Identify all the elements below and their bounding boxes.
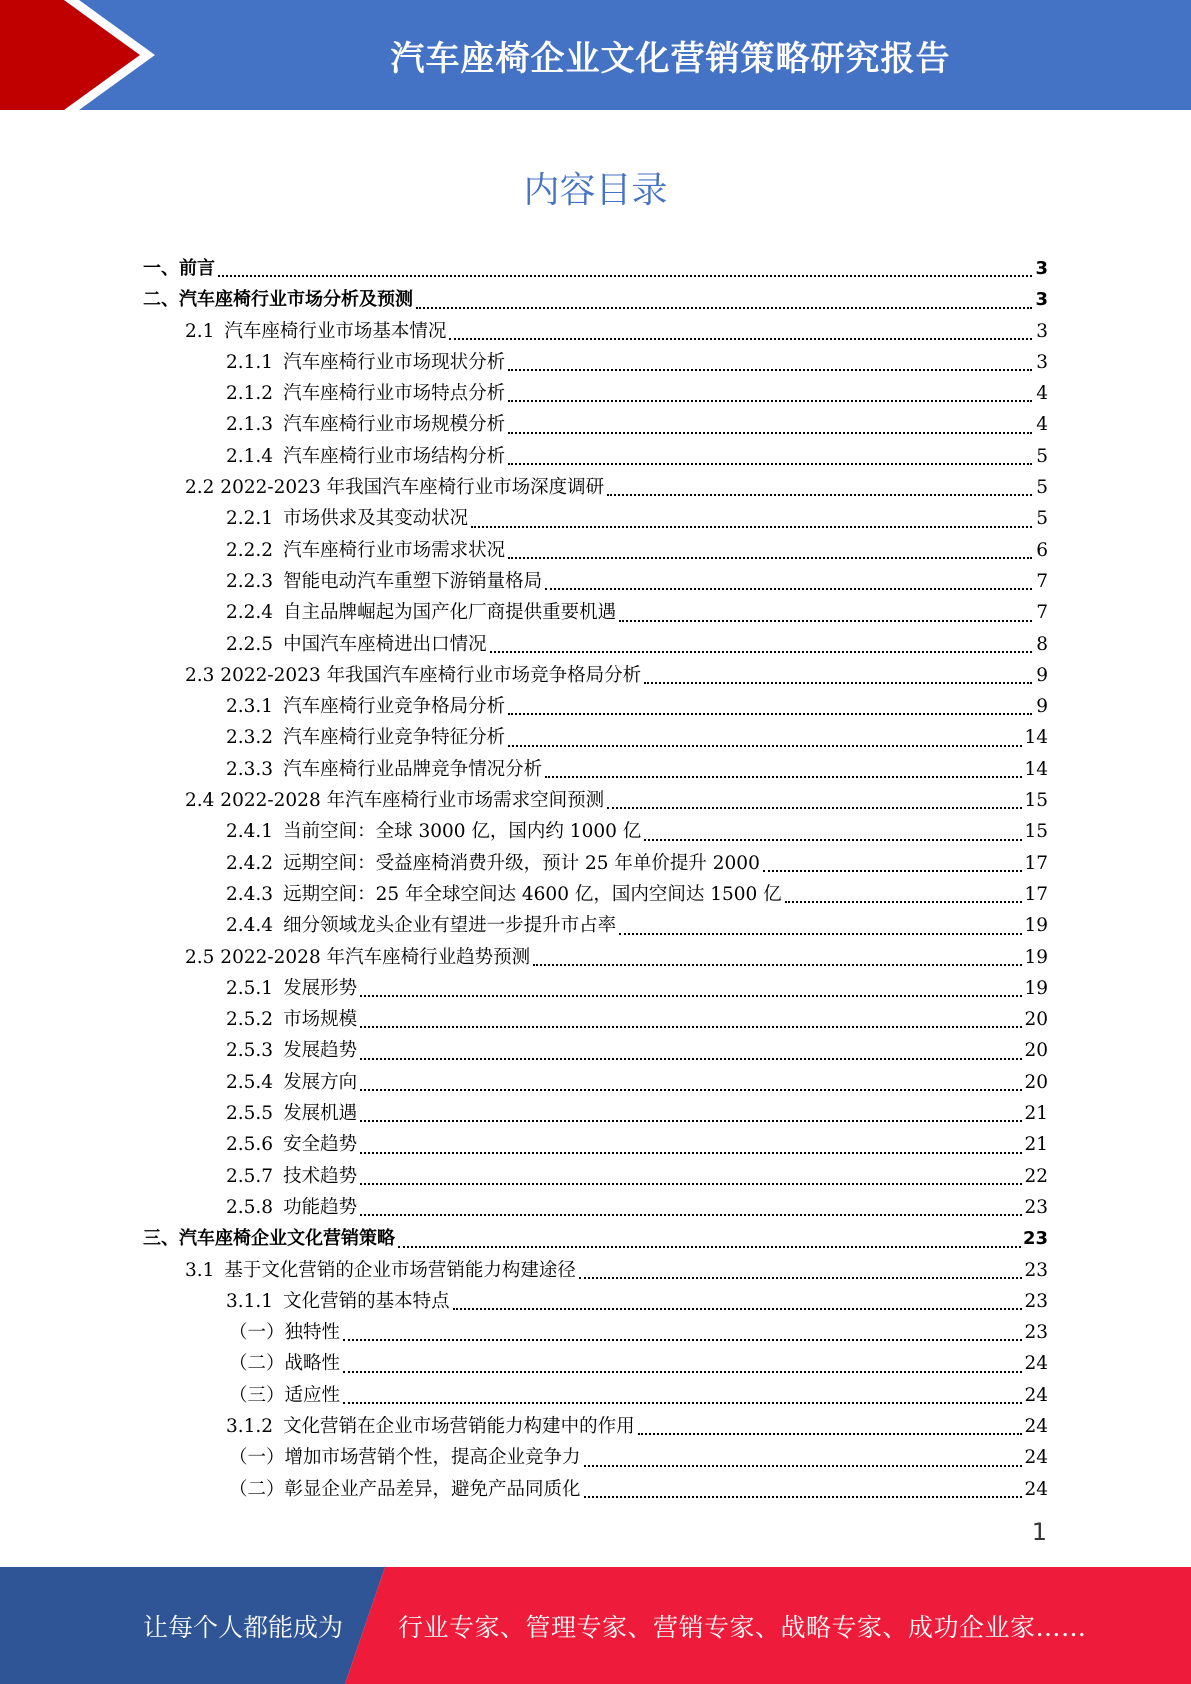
toc-entry-text: 细分领域龙头企业有望进一步提升市占率	[283, 915, 617, 937]
toc-dot-leader	[360, 1088, 1022, 1091]
toc-entry-number: 2.3.3	[226, 758, 274, 780]
toc-entry[interactable]	[143, 785, 1048, 816]
toc-dot-leader	[545, 587, 1032, 590]
toc-dot-leader	[619, 619, 1032, 622]
toc-entry-text: 文化营销在企业市场营销能力构建中的作用	[283, 1415, 635, 1437]
toc-entry-page: 7	[1036, 602, 1048, 624]
toc-entry-page: 9	[1036, 696, 1048, 718]
toc-entry-text: 中国汽车座椅进出口情况	[283, 633, 487, 655]
toc-entry-text: 2.5 2022-2028 年汽车座椅行业趋势预测	[185, 946, 531, 968]
toc-dot-leader	[508, 712, 1032, 715]
toc-entry-number: 2.3.2	[226, 727, 274, 749]
toc-entry-number: 3.1.1	[226, 1290, 274, 1312]
toc-dot-leader	[218, 274, 1032, 277]
toc-entry[interactable]	[143, 1067, 1048, 1098]
toc-entry[interactable]	[143, 1317, 1048, 1348]
toc-entry-page: 19	[1024, 977, 1048, 999]
toc-entry-text: 汽车座椅行业品牌竞争情况分析	[283, 758, 543, 780]
toc-entry-number: 2.4.4	[226, 915, 274, 937]
toc-entry-text: 三、汽车座椅企业文化营销策略	[143, 1228, 395, 1250]
toc-dot-leader	[490, 650, 1032, 653]
toc-dot-leader	[584, 1464, 1023, 1467]
toc-dot-leader	[508, 744, 1022, 747]
toc-entry-text: 远期空间：25 年全球空间达 4600 亿，国内空间达 1500 亿	[283, 883, 782, 905]
toc-entry[interactable]	[143, 1380, 1048, 1411]
toc-entry-page: 9	[1036, 664, 1048, 686]
toc-entry-page: 14	[1024, 727, 1048, 749]
toc-entry-number: 3.1	[185, 1259, 215, 1281]
toc-dot-leader	[343, 1370, 1022, 1373]
toc-entry[interactable]	[143, 1223, 1048, 1254]
toc-entry-number: 2.1.1	[226, 351, 274, 373]
toc-entry-page: 4	[1036, 383, 1048, 405]
toc-entry-text: 功能趋势	[283, 1196, 358, 1218]
toc-entry[interactable]	[143, 910, 1048, 941]
toc-entry-text: 安全趋势	[283, 1134, 358, 1156]
toc-entry[interactable]	[143, 1129, 1048, 1160]
toc-entry[interactable]	[143, 253, 1048, 284]
toc-entry[interactable]	[143, 1004, 1048, 1035]
toc-entry[interactable]	[143, 1348, 1048, 1379]
toc-dot-leader	[579, 1276, 1023, 1279]
toc-entry-text: 自主品牌崛起为国产化厂商提供重要机遇	[283, 602, 617, 624]
toc-dot-leader	[508, 462, 1032, 465]
toc-entry[interactable]	[143, 472, 1048, 503]
toc-entry-text: 2.3 2022-2023 年我国汽车座椅行业市场竞争格局分析	[185, 664, 642, 686]
toc-dot-leader	[508, 431, 1032, 434]
toc-entry-page: 3	[1035, 289, 1048, 311]
toc-entry-text: 智能电动汽车重塑下游销量格局	[283, 570, 543, 592]
toc-entry-page: 6	[1036, 539, 1048, 561]
toc-dot-leader	[343, 1401, 1022, 1404]
toc-entry[interactable]	[143, 691, 1048, 722]
toc-entry[interactable]	[143, 973, 1048, 1004]
toc-entry-text: 当前空间：全球 3000 亿，国内约 1000 亿	[283, 821, 642, 843]
toc-entry-number: 2.1	[185, 320, 215, 342]
toc-entry-text: 技术趋势	[283, 1165, 358, 1187]
toc-entry-page: 21	[1024, 1103, 1048, 1125]
toc-dot-leader	[785, 900, 1023, 903]
toc-entry[interactable]	[143, 879, 1048, 910]
toc-dot-leader	[360, 1025, 1022, 1028]
toc-dot-leader	[644, 838, 1022, 841]
toc-entry-page: 23	[1024, 1259, 1048, 1281]
toc-dot-leader	[638, 1432, 1023, 1435]
toc-entry-number: 2.5.6	[226, 1134, 274, 1156]
toc-entry[interactable]	[143, 378, 1048, 409]
toc-dot-leader	[360, 994, 1022, 997]
toc-entry-page: 5	[1036, 445, 1048, 467]
toc-entry[interactable]	[143, 660, 1048, 691]
toc-entry-text: 汽车座椅行业市场基本情况	[224, 320, 447, 342]
toc-entry-text: 汽车座椅行业市场结构分析	[283, 445, 506, 467]
toc-dot-leader	[360, 1119, 1022, 1122]
toc-entry-text: 发展趋势	[283, 1040, 358, 1062]
toc-entry-page: 24	[1024, 1384, 1048, 1406]
toc-entry-page: 24	[1024, 1353, 1048, 1375]
toc-entry-page: 23	[1024, 1322, 1048, 1344]
toc-entry-page: 24	[1024, 1478, 1048, 1500]
toc-entry-text: （一）独特性	[229, 1322, 341, 1344]
toc-dot-leader	[607, 493, 1032, 496]
toc-entry-text: 汽车座椅行业市场规模分析	[283, 414, 506, 436]
toc-entry-text: （二）彰显企业产品差异，避免产品同质化	[229, 1478, 581, 1500]
toc-entry-text: 发展方向	[283, 1071, 358, 1093]
toc-entry[interactable]	[143, 754, 1048, 785]
toc-entry-number: 2.3.1	[226, 696, 274, 718]
toc-entry[interactable]	[143, 566, 1048, 597]
toc-dot-leader	[471, 525, 1032, 528]
toc-entry-number: 2.2.2	[226, 539, 274, 561]
toc-entry-page: 22	[1024, 1165, 1048, 1187]
toc-entry[interactable]	[143, 1411, 1048, 1442]
toc-entry-page: 23	[1024, 1290, 1048, 1312]
table-of-contents	[143, 253, 1048, 1505]
toc-entry[interactable]	[143, 1255, 1048, 1286]
toc-entry[interactable]	[143, 1035, 1048, 1066]
toc-dot-leader	[360, 1151, 1022, 1154]
toc-dot-leader	[508, 368, 1032, 371]
page-footer	[0, 1567, 1191, 1684]
toc-entry-text: 市场供求及其变动状况	[283, 508, 469, 530]
toc-entry[interactable]	[143, 848, 1048, 879]
toc-entry-page: 15	[1024, 790, 1048, 812]
toc-entry-number: 2.4.3	[226, 883, 274, 905]
toc-entry-page: 5	[1036, 508, 1048, 530]
toc-entry[interactable]	[143, 284, 1048, 315]
toc-entry-page: 8	[1036, 633, 1048, 655]
toc-dot-leader	[416, 306, 1032, 309]
toc-entry-text: 文化营销的基本特点	[283, 1290, 450, 1312]
toc-entry-page: 23	[1024, 1196, 1048, 1218]
toc-entry-number: 2.5.4	[226, 1071, 274, 1093]
footer-slogan-left: 让每个人都能成为	[143, 1612, 344, 1642]
toc-dot-leader	[360, 1213, 1022, 1216]
toc-entry[interactable]	[143, 1161, 1048, 1192]
toc-entry-page: 15	[1024, 821, 1048, 843]
page-number: 1	[1031, 1518, 1047, 1546]
toc-dot-leader	[607, 806, 1022, 809]
toc-entry[interactable]	[143, 1098, 1048, 1129]
toc-title: 内容目录	[523, 170, 668, 211]
toc-entry-number: 2.1.4	[226, 445, 274, 467]
toc-entry-number: 2.1.3	[226, 414, 274, 436]
toc-dot-leader	[644, 681, 1032, 684]
toc-entry-page: 19	[1024, 915, 1048, 937]
toc-entry-text: 汽车座椅行业市场特点分析	[283, 383, 506, 405]
toc-entry-page: 20	[1024, 1071, 1048, 1093]
toc-entry-page: 17	[1024, 883, 1048, 905]
report-title: 汽车座椅企业文化营销策略研究报告	[390, 38, 951, 79]
toc-entry-text: 汽车座椅行业市场需求状况	[283, 539, 506, 561]
toc-entry[interactable]	[143, 597, 1048, 628]
toc-entry-number: 2.1.2	[226, 383, 274, 405]
toc-entry-page: 3	[1036, 351, 1048, 373]
toc-entry[interactable]	[143, 1442, 1048, 1473]
toc-dot-leader	[360, 1057, 1022, 1060]
toc-entry-number: 2.2.5	[226, 633, 274, 655]
toc-entry[interactable]	[143, 1192, 1048, 1223]
toc-entry-page: 20	[1024, 1009, 1048, 1031]
page-header	[0, 0, 1191, 110]
toc-entry-number: 2.2.4	[226, 602, 274, 624]
toc-entry-text: 2.4 2022-2028 年汽车座椅行业市场需求空间预测	[185, 790, 605, 812]
toc-entry-number: 2.5.2	[226, 1009, 274, 1031]
toc-entry-text: 2.2 2022-2023 年我国汽车座椅行业市场深度调研	[185, 477, 605, 499]
toc-entry-number: 2.5.8	[226, 1196, 274, 1218]
toc-entry-text: 市场规模	[283, 1009, 358, 1031]
toc-dot-leader	[508, 399, 1032, 402]
toc-dot-leader	[360, 1182, 1022, 1185]
toc-entry-number: 2.2.3	[226, 570, 274, 592]
toc-entry-text: 发展机遇	[283, 1103, 358, 1125]
toc-dot-leader	[619, 932, 1022, 935]
toc-dot-leader	[398, 1245, 1021, 1248]
toc-entry-number: 3.1.2	[226, 1415, 274, 1437]
toc-entry-page: 7	[1036, 570, 1048, 592]
toc-entry-number: 2.5.3	[226, 1040, 274, 1062]
toc-entry[interactable]	[143, 1286, 1048, 1317]
toc-entry-text: 基于文化营销的企业市场营销能力构建途径	[224, 1259, 576, 1281]
red-chevron-icon	[0, 0, 160, 110]
toc-entry-text: （二）战略性	[229, 1353, 341, 1375]
toc-entry-number: 2.2.1	[226, 508, 274, 530]
toc-entry-page: 24	[1024, 1447, 1048, 1469]
toc-entry-page: 17	[1024, 852, 1048, 874]
toc-entry[interactable]	[143, 629, 1048, 660]
toc-entry-page: 3	[1036, 320, 1048, 342]
toc-entry-text: 汽车座椅行业市场现状分析	[283, 351, 506, 373]
toc-dot-leader	[508, 556, 1032, 559]
toc-entry-number: 2.5.5	[226, 1103, 274, 1125]
toc-dot-leader	[584, 1495, 1023, 1498]
toc-dot-leader	[449, 337, 1032, 340]
toc-entry-page: 14	[1024, 758, 1048, 780]
toc-entry[interactable]	[143, 316, 1048, 347]
toc-dot-leader	[545, 775, 1022, 778]
toc-entry[interactable]	[143, 816, 1048, 847]
toc-entry-text: 一、前言	[143, 258, 215, 279]
toc-dot-leader	[343, 1338, 1022, 1341]
toc-entry-page: 21	[1024, 1134, 1048, 1156]
toc-dot-leader	[533, 963, 1022, 966]
toc-entry-text: （一）增加市场营销个性，提高企业竞争力	[229, 1447, 581, 1469]
toc-entry-number: 2.4.2	[226, 852, 274, 874]
toc-entry-page: 4	[1036, 414, 1048, 436]
toc-entry-text: 发展形势	[283, 977, 358, 999]
toc-entry[interactable]	[143, 535, 1048, 566]
toc-entry[interactable]	[143, 347, 1048, 378]
toc-entry[interactable]	[143, 441, 1048, 472]
footer-slogan-right: 行业专家、管理专家、营销专家、战略专家、成功企业家……	[398, 1612, 1087, 1642]
toc-entry-text: 远期空间：受益座椅消费升级，预计 25 年单价提升 2000	[283, 852, 760, 874]
toc-entry[interactable]	[143, 1474, 1048, 1505]
toc-dot-leader	[763, 869, 1023, 872]
toc-entry[interactable]	[143, 409, 1048, 440]
toc-entry-page: 3	[1035, 258, 1048, 279]
toc-entry[interactable]	[143, 503, 1048, 534]
toc-entry-page: 24	[1024, 1415, 1048, 1437]
toc-entry[interactable]	[143, 942, 1048, 973]
toc-entry-text: 汽车座椅行业竞争特征分析	[283, 727, 506, 749]
toc-entry-text: 汽车座椅行业竞争格局分析	[283, 696, 506, 718]
toc-entry-number: 2.5.7	[226, 1165, 274, 1187]
toc-dot-leader	[453, 1307, 1023, 1310]
toc-entry-number: 2.4.1	[226, 821, 274, 843]
toc-entry-text: （三）适应性	[229, 1384, 341, 1406]
toc-entry-page: 19	[1024, 946, 1048, 968]
toc-entry-page: 23	[1022, 1228, 1048, 1250]
toc-entry[interactable]	[143, 722, 1048, 753]
toc-entry-text: 二、汽车座椅行业市场分析及预测	[143, 289, 413, 311]
toc-entry-page: 20	[1024, 1040, 1048, 1062]
toc-entry-page: 5	[1036, 477, 1048, 499]
toc-entry-number: 2.5.1	[226, 977, 274, 999]
